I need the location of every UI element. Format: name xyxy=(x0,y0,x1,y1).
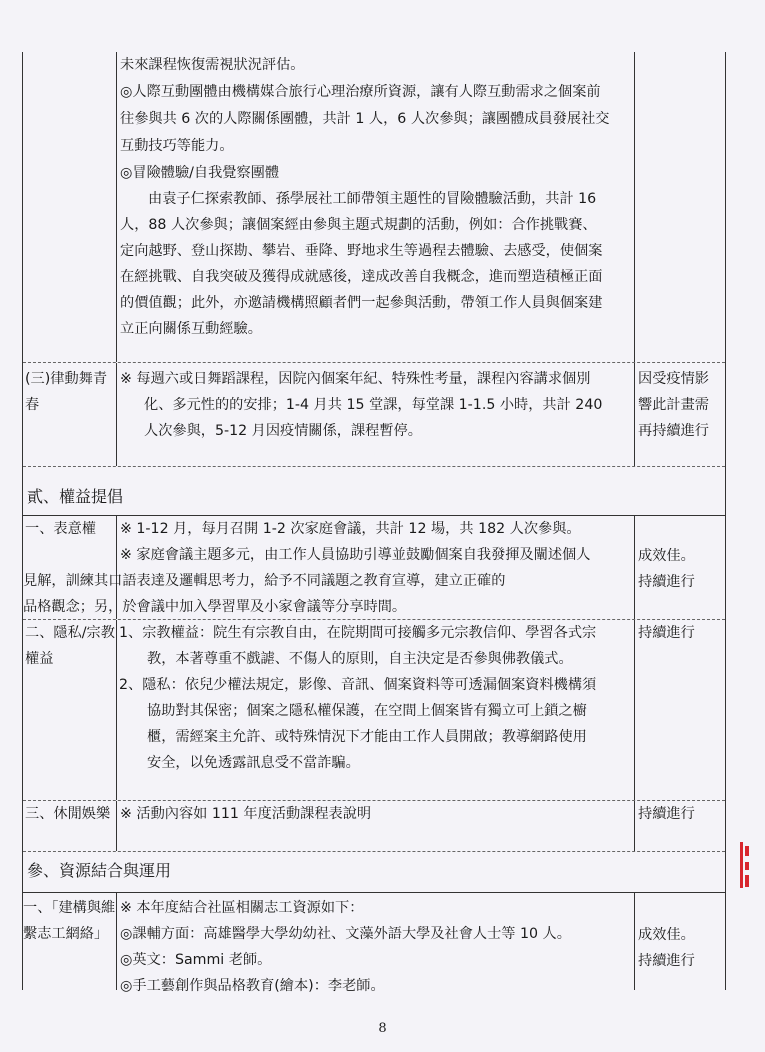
content-line: 櫃，需經案主允許、或特殊情況下才能由工作人員開啟；教導網路使用 xyxy=(147,729,587,745)
remark-cell xyxy=(635,893,725,990)
remark-line: 響此計畫需 xyxy=(638,397,709,413)
content-line: ※ 每週六或日舞蹈課程，因院內個案年紀、特殊性考量，課程內容講求個別 xyxy=(120,371,591,387)
content-line: ※ 活動內容如 111 年度活動課程表說明 xyxy=(120,806,372,822)
label-cell xyxy=(23,801,117,851)
content-line: ※ 家庭會議主題多元，由工作人員協助引導並鼓勵個案自我發揮及闡述個人 xyxy=(120,547,591,563)
remark-line: 持續進行 xyxy=(638,574,695,590)
remark-line: 再持續進行 xyxy=(638,423,709,439)
content-line: 人次參與，5-12 月因疫情關係，課程暫停。 xyxy=(144,423,422,439)
content-cell xyxy=(117,363,635,466)
content-line: 的價值觀；此外，亦邀請機構照顧者們一起參與活動，帶領工作人員與個案建 xyxy=(120,295,603,311)
content-line: ◎課輔方面：高雄醫學大學幼幼社、文藻外語大學及社會人士等 10 人。 xyxy=(120,926,571,942)
content-line: 品格觀念；另，於會議中加入學習單及小家會議等分享時間。 xyxy=(23,599,407,615)
page-number: 8 xyxy=(378,1021,387,1036)
content-line: 互動技巧等能力。 xyxy=(120,138,234,154)
table-row-expression xyxy=(23,516,725,620)
content-line: 1、宗教權益：院生有宗教自由，在院期間可接觸多元宗教信仰、學習各式宗 xyxy=(119,625,597,641)
remark-line: 持續進行 xyxy=(638,953,695,969)
content-line: ◎冒險體驗/自我覺察團體 xyxy=(120,165,280,181)
content-cell xyxy=(117,52,635,362)
content-cell xyxy=(117,620,635,800)
label-cell xyxy=(23,363,117,466)
row-label: 一、表意權 xyxy=(25,521,96,537)
label-cell xyxy=(23,52,117,362)
remark-cell xyxy=(635,516,725,619)
table-row-adventure xyxy=(23,52,725,363)
content-cell xyxy=(117,801,635,851)
content-line: 協助對其保密；個案之隱私權保護，在空間上個案皆有獨立可上鎖之櫥 xyxy=(147,703,587,719)
section-heading-rights xyxy=(23,467,725,516)
section-heading-resources xyxy=(23,852,725,893)
content-line: ◎人際互動團體由機構媒合旅行心理治療所資源，讓有人際互動需求之個案前 xyxy=(120,84,601,100)
remark-line: 成效佳。 xyxy=(638,548,695,564)
content-line: 在經挑戰、自我突破及獲得成就感後，達成改善自我概念，進而塑造積極正面 xyxy=(120,269,603,285)
table-row-volunteer xyxy=(23,893,725,994)
label-cell xyxy=(23,620,117,800)
content-line: ◎英文：Sammi 老師。 xyxy=(120,952,272,968)
remark-line: 因受疫情影 xyxy=(638,371,709,387)
remark-cell xyxy=(635,363,725,466)
row-label: 二、隱私/宗教 xyxy=(25,625,115,641)
report-table xyxy=(22,52,726,994)
content-line: ※ 1-12 月，每月召開 1-2 次家庭會議，共計 12 場，共 182 人次參與。 xyxy=(120,521,581,537)
label-cell xyxy=(23,893,117,990)
content-line: 由袁子仁探索教師、孫學展社工師帶領主題性的冒險體驗活動，共計 16 xyxy=(148,191,597,207)
content-line: ◎手工藝創作與品格教育(繪本)：李老師。 xyxy=(120,978,385,994)
table-row-privacy xyxy=(23,620,725,801)
row-label: 權益 xyxy=(25,651,54,667)
row-label: (三)律動舞青 xyxy=(25,371,108,387)
remark-cell xyxy=(635,801,725,851)
remark-line: 持續進行 xyxy=(638,625,695,641)
content-line: 立正向關係互動經驗。 xyxy=(120,321,262,337)
content-line: 定向越野、登山探勘、攀岩、垂降、野地求生等過程去體驗、去感受，使個案 xyxy=(120,243,603,259)
content-line: 見解，訓練其口語表達及邏輯思考力，給予不同議題之教育宣導，建立正確的 xyxy=(23,573,506,589)
section-title: 貳、權益提倡 xyxy=(27,487,124,506)
content-line: 人，88 人次參與；讓個案經由參與主題式規劃的活動，例如：合作挑戰賽、 xyxy=(120,217,597,233)
content-line: 往參與共 6 次的人際關係團體，共計 1 人，6 人次參與；讓團體成員發展社交 xyxy=(120,111,610,127)
remark-cell xyxy=(635,52,725,362)
remark-line: 持續進行 xyxy=(638,806,695,822)
content-line: ※ 本年度結合社區相關志工資源如下： xyxy=(120,900,364,916)
content-line: 教，本著尊重不戲謔、不傷人的原則，自主決定是否參與佛教儀式。 xyxy=(147,651,573,667)
remark-cell xyxy=(635,620,725,800)
row-label: 繫志工網絡」 xyxy=(23,926,109,942)
red-stamp-mark xyxy=(738,840,752,890)
row-label: 一、「建構與維 xyxy=(23,900,116,916)
content-line: 安全，以免透露訊息受不當詐騙。 xyxy=(147,755,360,771)
content-line: 未來課程恢復需視狀況評估。 xyxy=(120,57,305,73)
table-row-dance xyxy=(23,363,725,467)
row-label: 三、休閒娛樂 xyxy=(25,806,111,822)
row-label: 春 xyxy=(25,397,40,413)
content-line: 化、多元性的的安排；1-4 月共 15 堂課，每堂課 1-1.5 小時，共計 240 xyxy=(144,397,603,413)
remark-line: 成效佳。 xyxy=(638,927,695,943)
table-row-leisure xyxy=(23,801,725,852)
section-title: 參、資源結合與運用 xyxy=(27,861,172,880)
content-line: 2、隱私：依兒少權法規定，影像、音訊、個案資料等可透漏個案資料機構須 xyxy=(119,677,597,693)
content-cell xyxy=(117,893,635,994)
